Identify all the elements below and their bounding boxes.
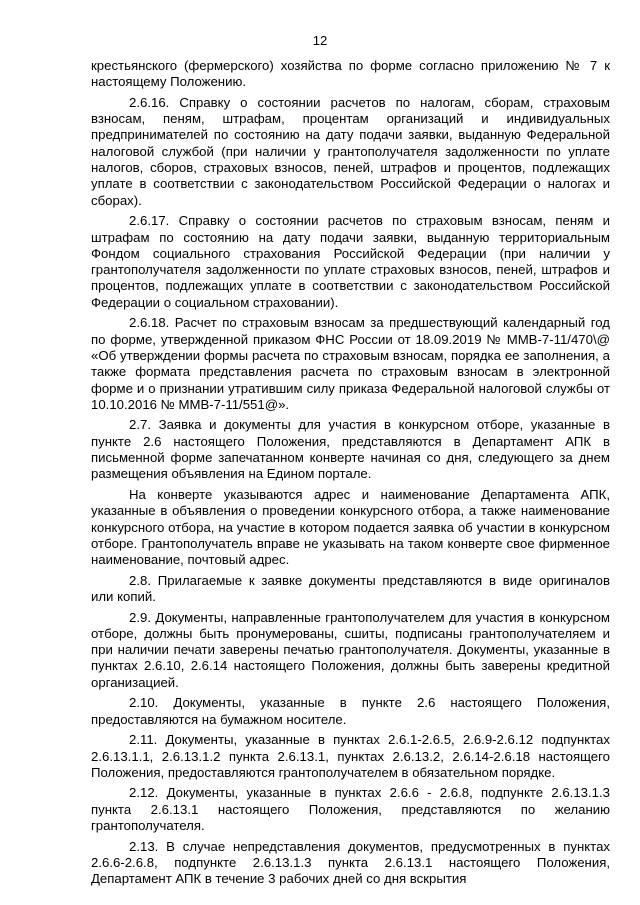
paragraph-2-6-18: 2.6.18. Расчет по страховым взносам за предшествующий календарный год по форме, утвержденной приказом ФНС России от 18.09.2019 № ММВ-7-11/470\@ «Об утверждении формы расчета по страховым взносам, порядка ее заполнения, а также формата представления расчета по страховым взносам в электронной форме и о признании утратившим силу приказа Федеральной налоговой службы от 10.10.2016 № ММВ-7-11/551@». xyxy=(91,315,610,412)
paragraph-2-8: 2.8. Прилагаемые к заявке документы представляются в виде оригиналов или копий. xyxy=(91,572,610,604)
paragraph-2-7: 2.7. Заявка и документы для участия в конкурсном отборе, указанные в пункте 2.6 настоящего Положения, представляются в Департамент АПК в письменной форме запечатанном конверте начиная со дня, следующего за днем размещения объявления на Едином портале. xyxy=(91,417,610,482)
paragraph-2-13: 2.13. В случае непредставления документов, предусмотренных в пунктах 2.6.6-2.6.8, подпункте 2.6.13.1.3 пункта 2.6.13.1 настоящего Положения, Департамент АПК в течение 3 рабочих дней со дня вскрытия xyxy=(91,838,610,887)
paragraph-2-12: 2.12. Документы, указанные в пунктах 2.6.6 - 2.6.8, подпункте 2.6.13.1.3 пункта 2.6.13.1 настоящего Положения, представляются по желанию грантополучателя. xyxy=(91,785,610,834)
document-body xyxy=(91,58,610,892)
page-number: 12 xyxy=(312,33,328,48)
paragraph-2-11: 2.11. Документы, указанные в пунктах 2.6.1-2.6.5, 2.6.9-2.6.12 подпунктах 2.6.13.1.1, 2.6.13.1.2 пункта 2.6.13.1, пунктах 2.6.13.2, 2.6.14-2.6.18 настоящего Положения, предоставляются грантополучателем в обязательном порядке. xyxy=(91,732,610,780)
paragraph-2-6-16: 2.6.16. Справку о состоянии расчетов по налогам, сборам, страховым взносам, пеням, штрафам, процентам организаций и индивидуальных предпринимателей по состоянию на дату подачи заявки, выданную Федеральной налоговой службой (при наличии у грантополучателя задолженности по уплате налогов, сборов, страховых взносов, пеней, штрафов и процентов, подлежащих уплате в соответствии с законодательством Российской Федерации о налогах и сборах). xyxy=(91,94,610,208)
paragraph-2-10: 2.10. Документы, указанные в пункте 2.6 настоящего Положения, предоставляются на бумажном носителе. xyxy=(91,695,610,727)
paragraph-2-9: 2.9. Документы, направленные грантополучателем для участия в конкурсном отборе, должны быть пронумерованы, сшиты, подписаны грантополучателяем и при наличии печати заверены печатью грантополучателя. Документы, указанные в пунктах 2.6.10, 2.6.14 настоящего Положения, должны быть заверены кредитной организацией. xyxy=(91,609,610,690)
paragraph-2-6-17: 2.6.17. Справку о состоянии расчетов по страховым взносам, пеням и штрафам по состоянию на дату подачи заявки, выданную территориальным Фондом социального страхования Российской Федерации (при наличии у грантополучателя задолженности по уплате страховых взносов, пеней, штрафов и процентов, подлежащих уплате в соответствии с законодательством Российской Федерации о социальном страховании). xyxy=(91,213,610,310)
paragraph-continuation: крестьянского (фермерского) хозяйства по форме согласно приложению № 7 к настоящему Положению. xyxy=(91,58,610,90)
paragraph-envelope: На конверте указываются адрес и наименование Департамента АПК, указанные в объявления о проведении конкурсного отбора, а также наименование конкурсного отбора, на участие в котором подается заявка об участии в конкурсном отборе. Грантополучатель вправе не указывать на таком конверте свое фирменное наименование, почтовый адрес. xyxy=(91,486,610,568)
